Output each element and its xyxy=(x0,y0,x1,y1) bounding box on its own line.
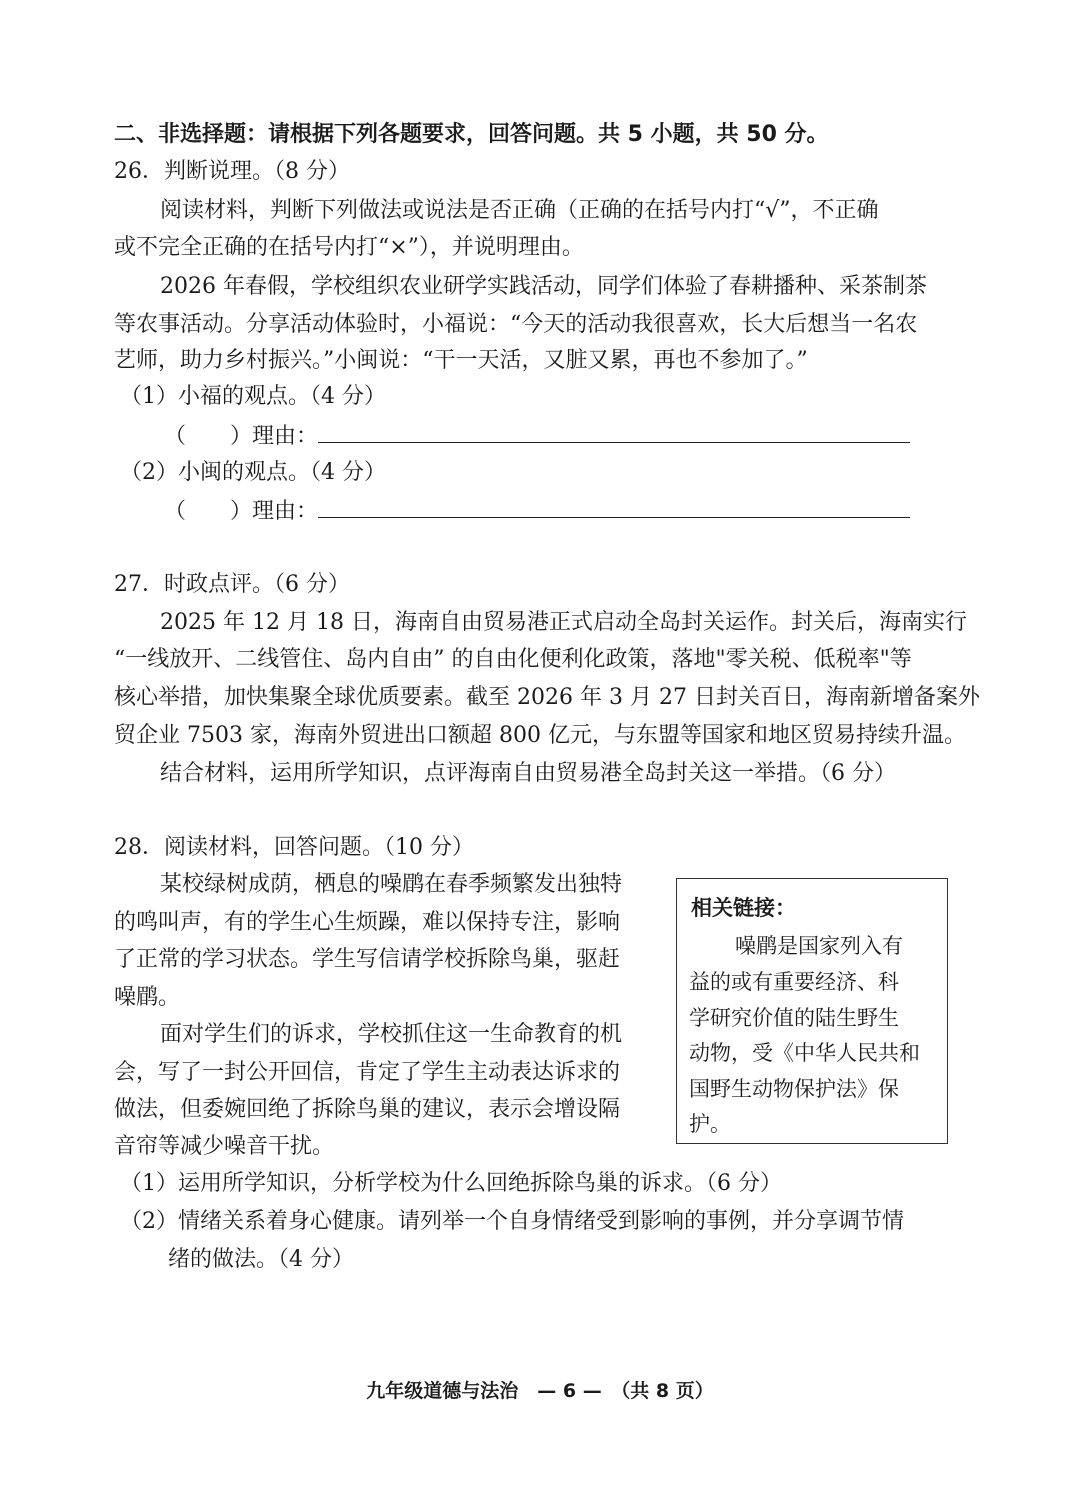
answer1-label: （ ）理由： xyxy=(164,424,319,449)
answer2-label: （ ）理由： xyxy=(164,499,319,524)
q28-sub1: （1）运用所学知识，分析学校为什么回绝拆除鸟巢的诉求。（6 分） xyxy=(120,1171,782,1196)
link-line-5: 国野生动物保护法》保 xyxy=(689,1077,899,1101)
q26-answer2 xyxy=(164,491,910,531)
q26-sub1: （1）小福的观点。（4 分） xyxy=(120,384,386,409)
link-line-2: 益的或有重要经济、科 xyxy=(689,970,899,994)
q27-line-4: 贸企业 7503 家，海南外贸进出口额超 800 亿元，与东盟等国家和地区贸易持续升温。 xyxy=(114,723,966,748)
link-line-6: 护。 xyxy=(689,1112,731,1136)
q27-line-3: 核心举措，加快集聚全球优质要素。截至 2026 年 3 月 27 日封关百日，海南新增备案外 xyxy=(114,685,980,710)
q26-title: 26．判断说理。（8 分） xyxy=(114,159,350,184)
q28-line-2: 的鸣叫声，有的学生心生烦躁，难以保持专注，影响 xyxy=(114,910,621,935)
q28-line-6: 会，写了一封公开回信，肯定了学生主动表达诉求的 xyxy=(114,1060,621,1085)
q28-sub2-line-1: （2）情绪关系着身心健康。请列举一个自身情绪受到影响的事例，并分享调节情 xyxy=(120,1209,904,1234)
q26-line-4: 等农事活动。分享活动体验时，小福说：“今天的活动我很喜欢，长大后想当一名农 xyxy=(114,312,918,337)
q27-line-5: 结合材料，运用所学知识，点评海南自由贸易港全岛封关这一举措。（6 分） xyxy=(160,761,896,786)
q28-line-3: 了正常的学习状态。学生写信请学校拆除鸟巢，驱赶 xyxy=(114,947,621,972)
q28-line-7: 做法，但委婉回绝了拆除鸟巢的建议，表示会增设隔 xyxy=(114,1097,621,1122)
q26-answer1 xyxy=(164,416,910,456)
q26-line-1: 阅读材料，判断下列做法或说法是否正确（正确的在括号内打“√”，不正确 xyxy=(160,198,879,223)
page-footer: 九年级道德与法治 — 6 — （共 8 页） xyxy=(366,1380,714,1402)
answer1-blank-line[interactable] xyxy=(318,416,910,443)
q26-sub2: （2）小闽的观点。（4 分） xyxy=(120,460,386,485)
q26-line-3: 2026 年春假，学校组织农业研学实践活动，同学们体验了春耕播种、采茶制茶 xyxy=(160,274,927,299)
q28-line-5: 面对学生们的诉求，学校抓住这一生命教育的机 xyxy=(160,1022,623,1047)
answer2-blank-line[interactable] xyxy=(318,491,910,518)
q27-line-1: 2025 年 12 月 18 日，海南自由贸易港正式启动全岛封关运作。封关后，海南实行 xyxy=(160,610,967,635)
section-heading: 二、非选择题：请根据下列各题要求，回答问题。共 5 小题，共 50 分。 xyxy=(114,122,829,147)
link-line-1: 噪鹛是国家列入有 xyxy=(735,934,903,958)
q27-line-2: “一线放开、二线管住、岛内自由” 的自由化便利化政策，落地"零关税、低税率"等 xyxy=(114,647,912,672)
related-link-box xyxy=(676,878,948,1144)
link-line-3: 学研究价值的陆生野生 xyxy=(689,1006,899,1030)
related-link-title: 相关链接： xyxy=(691,896,796,920)
link-line-4: 动物，受《中华人民共和 xyxy=(689,1041,920,1065)
q28-title: 28．阅读材料，回答问题。（10 分） xyxy=(114,835,474,860)
q26-line-5: 艺师，助力乡村振兴。”小闽说：“干一天活，又脏又累，再也不参加了。” xyxy=(114,348,808,373)
q28-line-1: 某校绿树成荫，栖息的噪鹛在春季频繁发出独特 xyxy=(160,872,623,897)
q27-title: 27．时政点评。（6 分） xyxy=(114,572,350,597)
q26-line-2: 或不完全正确的在括号内打“×”），并说明理由。 xyxy=(114,235,584,260)
q28-sub2-line-2: 绪的做法。（4 分） xyxy=(168,1247,354,1272)
q28-line-8: 音帘等减少噪音干扰。 xyxy=(114,1134,335,1159)
q28-line-4: 噪鹛。 xyxy=(114,985,181,1010)
